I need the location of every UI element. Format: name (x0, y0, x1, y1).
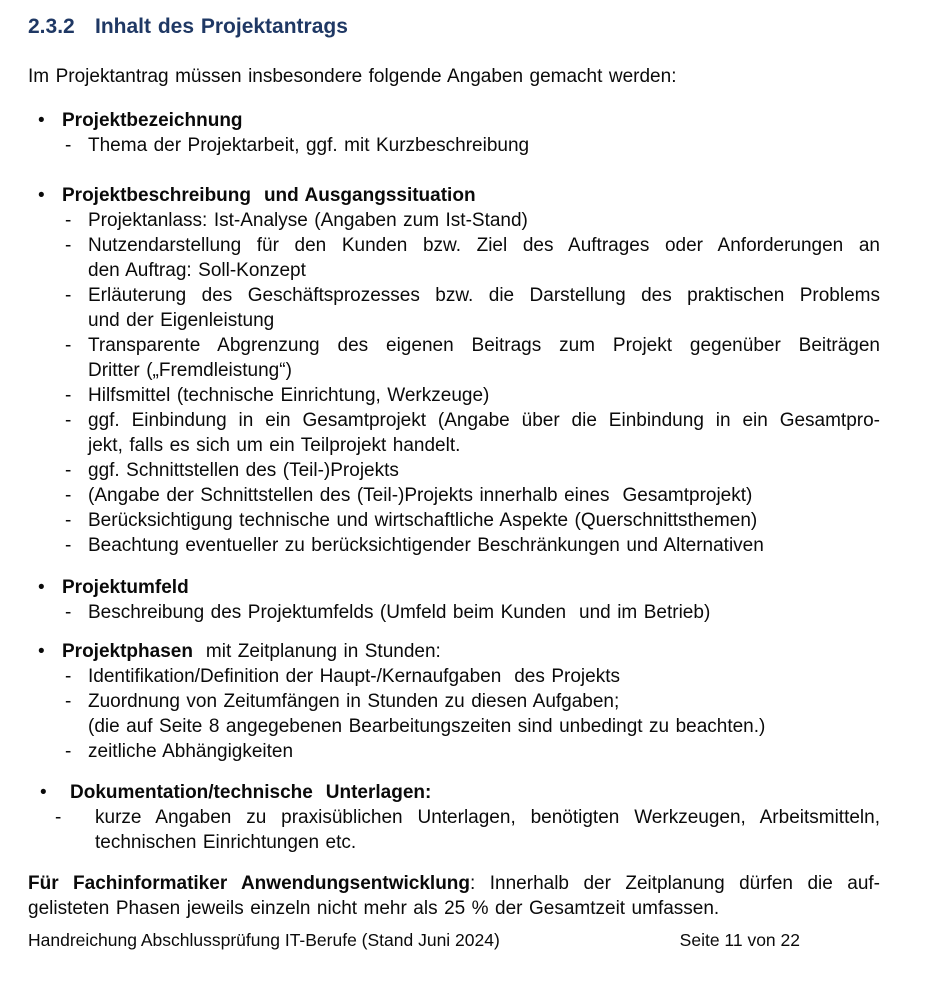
list-item-line: Hilfsmittel (technische Einrichtung, Werkzeuge) (88, 385, 490, 406)
list-item-line: Zuordnung von Zeitumfängen in Stunden zu diesen Aufgaben; (88, 691, 620, 712)
section-number: 2.3.2 (28, 15, 75, 38)
dash-icon: - (65, 285, 72, 306)
bullet-group-title-rest: mit Zeitplanung in Stunden: (192, 641, 441, 662)
list-item-line: ggf. Schnittstellen des (Teil-)Projekts (88, 460, 399, 481)
section-title: Inhalt des Projektantrags (95, 15, 348, 38)
bullet-list (0, 108, 945, 855)
bullet-group-title (0, 108, 880, 133)
list-item-line: zeitliche Abhängigkeiten (88, 741, 294, 762)
list-sub-item-text (88, 458, 880, 483)
list-item-line: Beachtung eventueller zu berücksichtigender Beschränkungen und Alternativen (88, 535, 764, 556)
list-sub-item-text (88, 333, 880, 383)
bullet-group-title (0, 183, 880, 208)
list-sub-item (0, 208, 880, 233)
list-sub-item (0, 739, 880, 764)
list-sub-item-text (88, 283, 880, 333)
dash-icon: - (65, 691, 72, 712)
list-sub-item (0, 600, 880, 625)
list-item-line: (die auf Seite 8 angegebenen Bearbeitungszeiten sind unbedingt zu beachten.) (88, 716, 766, 737)
list-item-line: den Auftrag: Soll-Konzept (88, 260, 306, 281)
dash-icon: - (65, 385, 72, 406)
list-item-line: jekt, falls es sich um ein Teilprojekt handelt. (88, 435, 461, 456)
list-item-line: Dritter („Fremdleistung“) (88, 360, 292, 381)
list-sub-item (0, 508, 880, 533)
dash-icon: - (65, 485, 72, 506)
dash-icon: - (65, 210, 72, 231)
closing-line-1 (28, 871, 880, 896)
footer-document-title: Handreichung Abschlussprüfung IT-Berufe (Stand Juni 2024) (28, 930, 500, 950)
list-sub-item-text (88, 408, 880, 458)
list-item-line: Nutzendarstellung für den Kunden bzw. Ziel des Auftrages oder Anforderungen an (88, 235, 880, 256)
bullet-group-title (0, 639, 880, 664)
bullet-icon: • (38, 185, 45, 206)
list-item-line: kurze Angaben zu praxisüblichen Unterlagen, benötigten Werkzeugen, Arbeitsmitteln, (95, 807, 880, 828)
bullet-group-title-bold: Projektumfeld (62, 577, 189, 598)
bullet-group-title-bold: Dokumentation/technische Unterlagen: (70, 782, 432, 803)
list-sub-item (0, 283, 880, 333)
dash-icon: - (55, 807, 62, 828)
list-item-line: und der Eigenleistung (88, 310, 275, 331)
list-sub-item-text (88, 133, 880, 158)
bullet-group-title (0, 575, 880, 600)
list-sub-item (0, 664, 880, 689)
list-sub-item (0, 533, 880, 558)
list-sub-item-text (88, 664, 880, 689)
bullet-group-title-bold: Projektphasen (62, 641, 193, 662)
bullet-group-title-bold: Projektbeschreibung und Ausgangssituation (62, 185, 476, 206)
bullet-icon: • (38, 641, 45, 662)
list-item-line: Beschreibung des Projektumfelds (Umfeld beim Kunden und im Betrieb) (88, 602, 711, 623)
list-sub-item-text (88, 483, 880, 508)
list-sub-item (0, 689, 880, 739)
dash-icon: - (65, 135, 72, 156)
dash-icon: - (65, 666, 72, 687)
list-sub-item (0, 483, 880, 508)
section-heading (0, 0, 945, 40)
dash-icon: - (65, 535, 72, 556)
list-item-line: (Angabe der Schnittstellen des (Teil-)Projekts innerhalb eines Gesamtprojekt) (88, 485, 753, 506)
list-item-line: Thema der Projektarbeit, ggf. mit Kurzbeschreibung (88, 135, 530, 156)
bullet-group (0, 108, 880, 158)
bullet-group (0, 575, 880, 625)
dash-icon: - (65, 741, 72, 762)
list-sub-item-text (88, 233, 880, 283)
footer-page-number: Seite 11 von 22 (679, 930, 800, 950)
list-item-line: Identifikation/Definition der Haupt-/Kernaufgaben des Projekts (88, 666, 620, 687)
bullet-group-title-bold: Projektbezeichnung (62, 110, 243, 131)
list-item-line: Berücksichtigung technische und wirtschaftliche Aspekte (Querschnittsthemen) (88, 510, 758, 531)
dash-icon: - (65, 410, 72, 431)
list-item-line: ggf. Einbindung in ein Gesamtprojekt (Angabe über die Einbindung in ein Gesamtpro- (88, 410, 880, 431)
page-footer (0, 928, 945, 953)
list-item-line: technischen Einrichtungen etc. (95, 832, 357, 853)
bullet-icon: • (38, 110, 45, 131)
dash-icon: - (65, 510, 72, 531)
list-sub-item (0, 333, 880, 383)
list-sub-item-text (88, 533, 880, 558)
list-sub-item-text (88, 739, 880, 764)
bullet-icon: • (40, 782, 47, 803)
list-sub-item-text (95, 805, 880, 855)
list-sub-item-text (88, 689, 880, 739)
bullet-group (0, 780, 880, 855)
list-sub-item (0, 805, 880, 855)
list-item-line: Transparente Abgrenzung des eigenen Beitrags zum Projekt gegenüber Beiträgen (88, 335, 880, 356)
list-item-line: Erläuterung des Geschäftsprozesses bzw. die Darstellung des praktischen Problems (88, 285, 880, 306)
list-sub-item-text (88, 508, 880, 533)
list-sub-item-text (88, 383, 880, 408)
list-sub-item (0, 233, 880, 283)
intro-paragraph: Im Projektantrag müssen insbesondere folgende Angaben gemacht werden: (28, 66, 677, 87)
closing-bold-text: Für Fachinformatiker Anwendungsentwicklung (28, 873, 471, 894)
closing-line-2: gelisteten Phasen jeweils einzeln nicht mehr als 25 % der Gesamtzeit umfassen. (28, 898, 720, 919)
closing-rest-text: : Innerhalb der Zeitplanung dürfen die auf- (470, 873, 880, 894)
list-sub-item (0, 408, 880, 458)
dash-icon: - (65, 602, 72, 623)
bullet-group (0, 639, 880, 764)
list-item-line: Projektanlass: Ist-Analyse (Angaben zum Ist-Stand) (88, 210, 528, 231)
bullet-icon: • (38, 577, 45, 598)
list-sub-item (0, 383, 880, 408)
dash-icon: - (65, 460, 72, 481)
bullet-group (0, 183, 880, 558)
closing-paragraph (28, 871, 880, 921)
dash-icon: - (65, 235, 72, 256)
list-sub-item (0, 133, 880, 158)
dash-icon: - (65, 335, 72, 356)
list-sub-item-text (88, 208, 880, 233)
list-sub-item-text (88, 600, 880, 625)
list-sub-item (0, 458, 880, 483)
bullet-group-title (0, 780, 880, 805)
